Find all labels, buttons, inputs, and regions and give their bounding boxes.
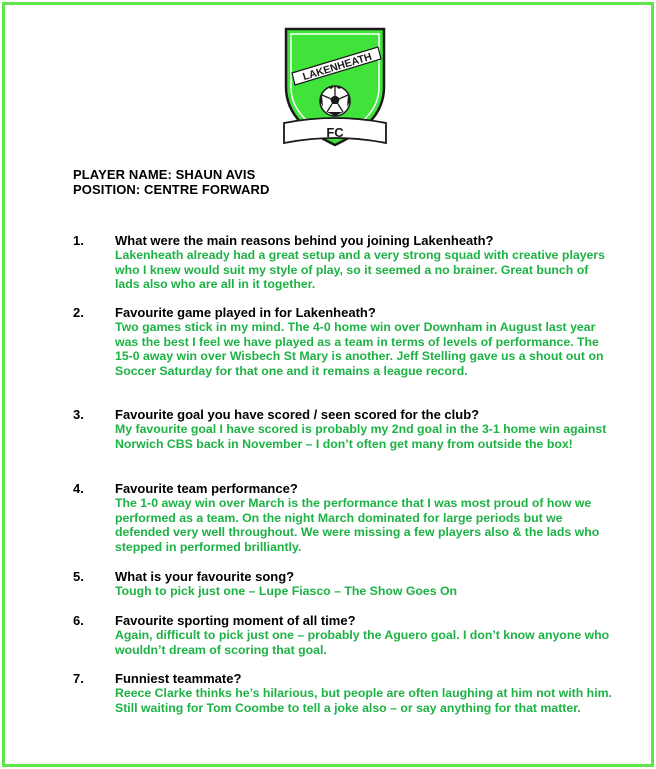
question-number: 5. xyxy=(73,569,84,584)
football-icon xyxy=(320,86,350,116)
crest-bottom-text: FC xyxy=(326,125,344,140)
question-number: 1. xyxy=(73,233,84,248)
player-name: PLAYER NAME: SHAUN AVIS xyxy=(73,167,256,182)
question-text: What were the main reasons behind you joining Lakenheath? xyxy=(115,233,494,248)
answer-text: Lakenheath already had a great setup and a very strong squad with creative players who I knew would suit my style of play, so it seemed a no brainer. Great bunch of lads also who are all in it together. xyxy=(115,248,606,292)
question-text: Favourite goal you have scored / seen scored for the club? xyxy=(115,407,480,422)
question-number: 4. xyxy=(73,481,84,496)
question-number: 3. xyxy=(73,407,84,422)
document-page xyxy=(2,2,654,767)
question-text: Favourite team performance? xyxy=(115,481,298,496)
answer-text: My favourite goal I have scored is probably my 2nd goal in the 3-1 home win against Norwich CBS back in November – I don’t often get many from outside the box! xyxy=(115,422,607,451)
answer-text: The 1-0 away win over March is the performance that I was most proud of how we performed as a team. On the night March dominated for large periods but we defended very well throughout. We were missing a few players also & the lads who stepped in performed brilliantly. xyxy=(115,496,600,554)
question-number: 2. xyxy=(73,305,84,320)
answer-text: Again, difficult to pick just one – probably the Aguero goal. I don’t know anyone who wouldn’t dream of scoring that goal. xyxy=(115,628,610,657)
answer-text: Reece Clarke thinks he’s hilarious, but people are often laughing at him not with him. Still waiting for Tom Coombe to tell a joke also – or say anything for that matter. xyxy=(115,686,612,715)
club-crest xyxy=(282,25,388,151)
question-number: 6. xyxy=(73,613,84,628)
answer-text: Tough to pick just one – Lupe Fiasco – The Show Goes On xyxy=(115,584,458,598)
question-text: What is your favourite song? xyxy=(115,569,295,584)
question-number: 7. xyxy=(73,671,84,686)
question-text: Favourite sporting moment of all time? xyxy=(115,613,356,628)
player-position: POSITION: CENTRE FORWARD xyxy=(73,182,270,197)
question-text: Favourite game played in for Lakenheath? xyxy=(115,305,376,320)
question-text: Funniest teammate? xyxy=(115,671,242,686)
answer-text: Two games stick in my mind. The 4-0 home win over Downham in August last year was the best I feel we have played as a team in terms of levels of performance. The 15-0 away win over Wisbech St Mary is another. Jeff Stelling gave us a shout out on Soccer Saturday for that one and it remains a league record. xyxy=(115,320,604,378)
crest-top-text: LAKENHEATH xyxy=(301,50,374,84)
player-header xyxy=(73,167,269,197)
